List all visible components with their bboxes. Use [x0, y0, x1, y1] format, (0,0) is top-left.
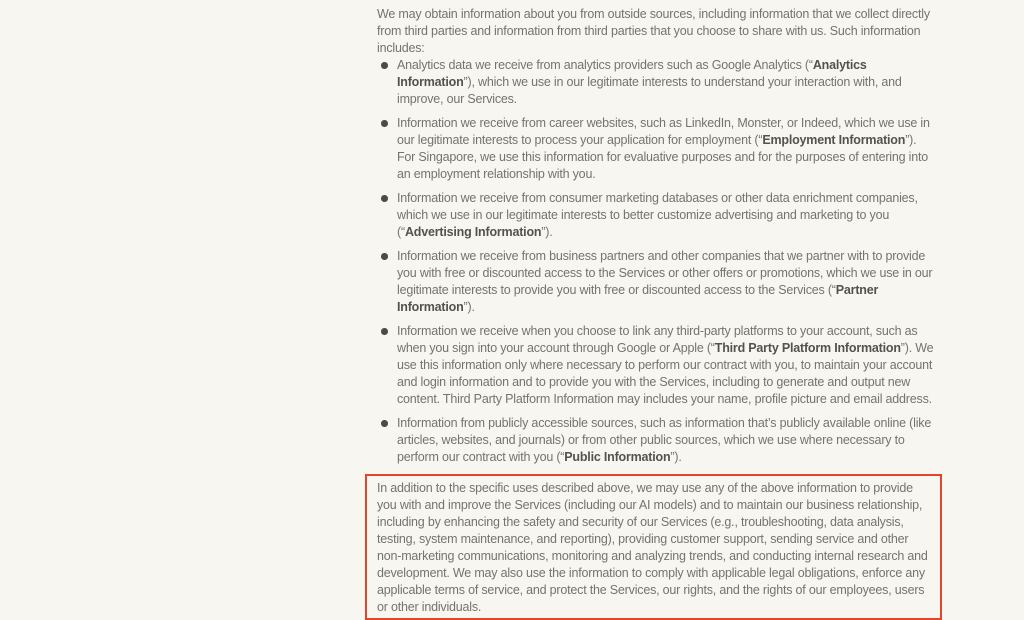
- list-item-third-party-platform-information: [377, 323, 934, 408]
- bullet-text: [397, 115, 934, 183]
- bullet-text-after: ”). For Singapore, we use this information for evaluative purposes and for the purposes of entering into an employment relationship with you.: [397, 133, 929, 181]
- bullet-text: [397, 415, 934, 466]
- bullet-text-before: Information from publicly accessible sources, such as information that’s publicly available online (like articles, websites, and journals) or from other public sources, which we use where necessary to perform our contract with you (“: [397, 416, 932, 464]
- bullet-text-after: ”). We use this information only where necessary to perform our contract with you, to maintain your account and login information and to provide you with the Services, including to generate and output new content. Third Party Platform Information may includes your name, profile picture and email address.: [397, 341, 934, 406]
- bullet-text-after: ”), which we use in our legitimate interests to understand your interaction with, and improve, our Services.: [397, 75, 902, 106]
- bullet-text-after: ”).: [463, 300, 475, 314]
- policy-section: [377, 6, 934, 620]
- list-item-advertising-information: [377, 190, 934, 241]
- bullet-bold-term: Third Party Platform Information: [714, 341, 901, 355]
- bullet-icon: [381, 62, 388, 69]
- bullet-bold-term: Employment Information: [762, 133, 906, 147]
- list-item-analytics-information: [377, 57, 934, 108]
- bullet-icon: [381, 253, 388, 260]
- bullet-text: [397, 323, 934, 408]
- bullet-icon: [381, 420, 388, 427]
- information-sources-list: [377, 57, 934, 466]
- bullet-text-before: Information we receive when you choose to link any third-party platforms to your account, such as when you sign into your account through Google or Apple (“: [397, 324, 918, 355]
- bullet-text: [397, 190, 934, 241]
- bullet-bold-term: Partner Information: [397, 283, 879, 314]
- highlight-annotation-box: [365, 474, 942, 620]
- bullet-bold-term: Public Information: [564, 450, 671, 464]
- bullet-text-before: Information we receive from business partners and other companies that we partner with to provide you with free or discounted access to the Services or other offers or promotions, which we use in our legitimate interests to provide you with free or discounted access to the Services (“: [397, 249, 933, 297]
- bullet-icon: [381, 328, 388, 335]
- bullet-text-before: Analytics data we receive from analytics providers such as Google Analytics (“: [397, 58, 813, 72]
- intro-paragraph: We may obtain information about you from outside sources, including information that we collect directly from third parties and information from third parties that you choose to share with us. Such information includes:: [377, 7, 930, 55]
- bullet-text-after: ”).: [670, 450, 682, 464]
- highlighted-paragraph: In addition to the specific uses described above, we may use any of the above information to provide you with and improve the Services (including our AI models) and to maintain our business relationship, including by enhancing the safety and security of our Services (e.g., troubleshooting, data analysis, testing, system maintenance, and reporting), providing customer support, sending service and other non-marketing communications, monitoring and analyzing trends, and conducting internal research and development. We may also use the information to comply with applicable legal obligations, enforce any applicable terms of service, and protect the Services, our rights, and the rights of our employees, users or other individuals.: [377, 481, 928, 614]
- bullet-text-before: Information we receive from career websites, such as LinkedIn, Monster, or Indeed, which we use in our legitimate interests to process your application for employment (“: [397, 116, 930, 147]
- bullet-text: [397, 57, 934, 108]
- bullet-bold-term: Analytics Information: [397, 58, 867, 89]
- bullet-icon: [381, 120, 388, 127]
- list-item-partner-information: [377, 248, 934, 316]
- bullet-text: [397, 248, 934, 316]
- bullet-bold-term: Advertising Information: [404, 225, 542, 239]
- list-item-employment-information: [377, 115, 934, 183]
- bullet-text-before: Information we receive from consumer marketing databases or other data enrichment companies, which we use in our legitimate interests to better customize advertising and marketing to you (“: [397, 191, 918, 239]
- bullet-icon: [381, 195, 388, 202]
- bullet-text-after: ”).: [541, 225, 553, 239]
- list-item-public-information: [377, 415, 934, 466]
